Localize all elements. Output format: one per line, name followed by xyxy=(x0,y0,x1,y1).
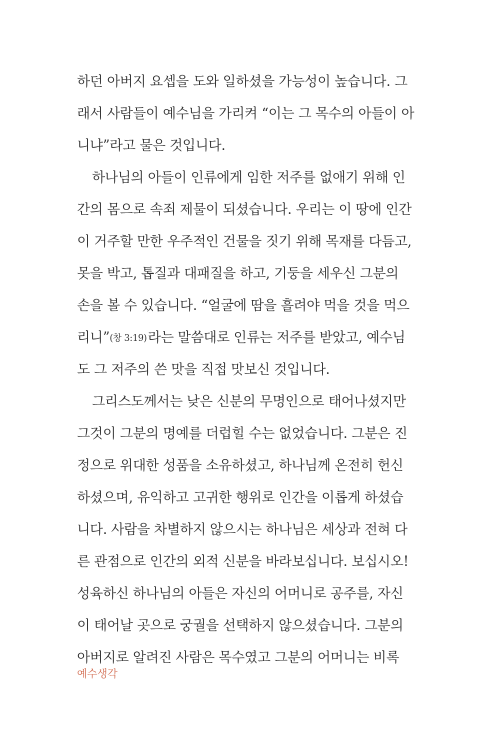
text-line: 정으로 위대한 성품을 소유하셨고, 하나님께 온전히 헌신 xyxy=(77,458,404,474)
paragraph-start-line: 그리스도께서는 낮은 신분의 무명인으로 태어나셨지만 xyxy=(92,394,406,410)
text-line: 래서 사람들이 예수님을 가리켜 “이는 그 목수의 아들이 아 xyxy=(77,106,415,122)
text-line: 그것이 그분의 명예를 더럽힐 수는 없었습니다. 그분은 진 xyxy=(77,426,408,442)
text-line: 니다. 사람을 차별하지 않으시는 하나님은 세상과 전혀 다 xyxy=(77,522,408,538)
text-line: 못을 박고, 톱질과 대패질을 하고, 기둥을 세우신 그분의 xyxy=(77,266,399,282)
text-fragment: 리니” xyxy=(77,330,110,346)
text-line: 성육하신 하나님의 아들은 자신의 어머니로 공주를, 자신 xyxy=(77,586,404,602)
text-line-with-citation xyxy=(77,324,425,352)
text-line: 도 그 저주의 쓴 맛을 직접 맛보신 것입니다. xyxy=(77,362,330,378)
running-footer-title: 예수생각 xyxy=(77,668,118,680)
text-line: 간의 몸으로 속죄 제물이 되셨습니다. 우리는 이 땅에 인간 xyxy=(77,202,412,218)
scripture-citation: (창 3:19) xyxy=(109,334,147,344)
text-line: 이 거주할 만한 우주적인 건물을 짓기 위해 목재를 다듬고, xyxy=(77,234,412,250)
text-line: 하셨으며, 유익하고 고귀한 행위로 인간을 이롭게 하셨습 xyxy=(77,490,404,506)
paragraph-start-line: 하나님의 아들이 인류에게 임한 저주를 없애기 위해 인 xyxy=(92,170,406,186)
text-line: 니냐”라고 물은 것입니다. xyxy=(77,138,226,154)
text-line: 아버지로 알려진 사람은 목수였고 그분의 어머니는 비록 xyxy=(77,650,400,666)
text-fragment: 라는 말씀대로 인류는 저주를 받았고, 예수님 xyxy=(147,330,406,346)
text-line: 하던 아버지 요셉을 도와 일하셨을 가능성이 높습니다. 그 xyxy=(77,74,408,90)
text-line: 이 태어날 곳으로 궁궐을 선택하지 않으셨습니다. 그분의 xyxy=(77,618,404,634)
text-line: 른 관점으로 인간의 외적 신분을 바라보십니다. 보십시오! xyxy=(77,554,409,570)
text-line: 손을 볼 수 있습니다. “얼굴에 땀을 흘려야 먹을 것을 먹으 xyxy=(77,298,410,314)
